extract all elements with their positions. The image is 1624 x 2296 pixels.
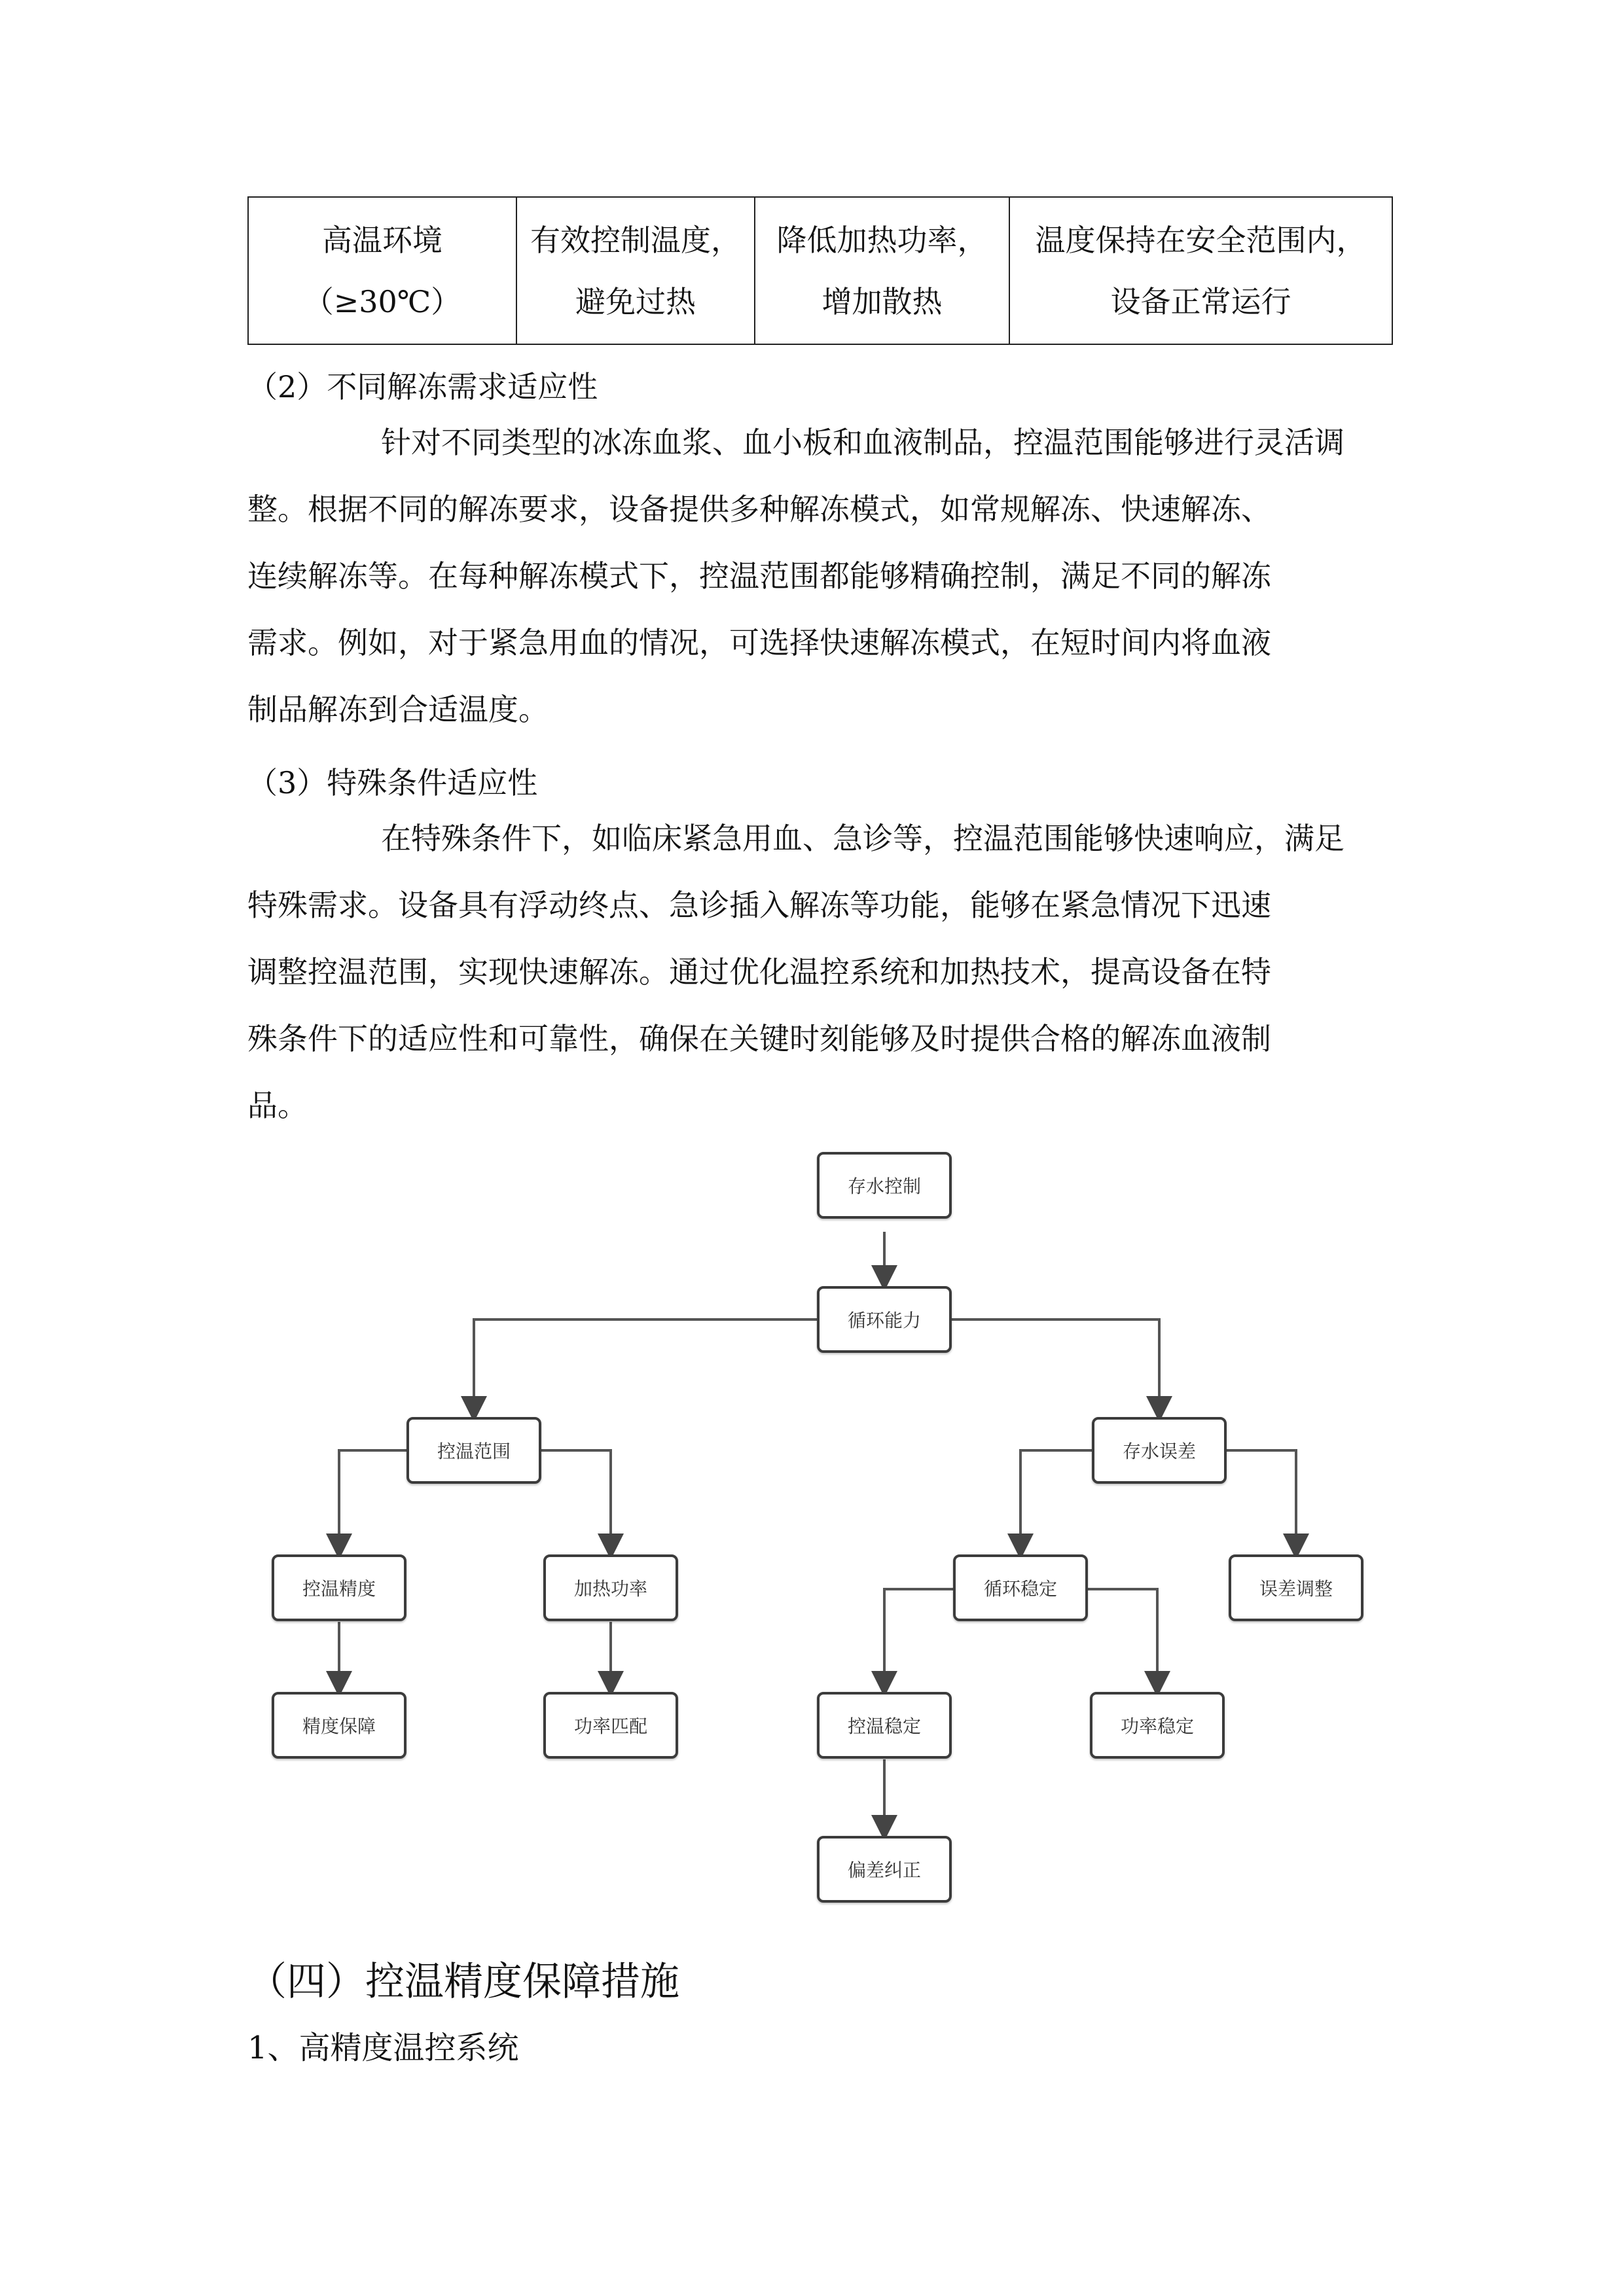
node-temp-control-precision: 控温精度 — [272, 1554, 406, 1621]
edge-n2-n4 — [952, 1319, 1159, 1417]
node-water-storage-control: 存水控制 — [817, 1152, 952, 1219]
sub-title: 1、高精度温控系统 — [247, 2030, 519, 2066]
edge-n7-n11 — [884, 1589, 953, 1692]
table-cell-environment: 高温环境 （≥30℃） — [248, 197, 516, 344]
edge-n3-n6 — [541, 1450, 611, 1554]
section-2-heading: （2）不同解冻需求适应性 — [247, 369, 598, 404]
section-2-paragraph: 针对不同类型的冰冻血浆、血小板和血液制品，控温范围能够进行灵活调 整。根据不同的解冻要求，设备提供多种解冻模式，如常规解冻、快速解冻、 连续解冻等。在每种解冻模式下，控温范围都能够精确控制，满足不同的解冻 需求。例如，对于紧急用血的情况，可选择快速解冻模式，在短时间内将血液 制品解冻到合适温度。 — [247, 425, 1344, 727]
condition-table — [247, 196, 1393, 345]
table-row — [248, 197, 1392, 344]
edge-n3-n5 — [339, 1450, 406, 1554]
edge-n7-n12 — [1088, 1589, 1157, 1692]
node-precision-guarantee: 精度保障 — [272, 1692, 406, 1759]
flowchart-connectors — [247, 1126, 1392, 1937]
node-deviation-correction: 偏差纠正 — [817, 1836, 952, 1903]
node-water-storage-error: 存水误差 — [1092, 1417, 1227, 1484]
node-temp-control-stability: 控温稳定 — [817, 1692, 952, 1759]
section-3-heading: （3）特殊条件适应性 — [247, 765, 538, 800]
edge-n2-n3 — [474, 1319, 817, 1417]
node-circulation-stability: 循环稳定 — [953, 1554, 1088, 1621]
flowchart — [247, 1126, 1392, 1937]
node-power-stability: 功率稳定 — [1090, 1692, 1225, 1759]
section-3-paragraph: 在特殊条件下，如临床紧急用血、急诊等，控温范围能够快速响应，满足 特殊需求。设备具有浮动终点、急诊插入解冻等功能，能够在紧急情况下迅速 调整控温范围，实现快速解冻。通过优化温控系统和加热技术，提高设备在特 殊条件下的适应性和可靠性，确保在关键时刻能够及时提供合格的解冻血液制 品。 — [247, 821, 1344, 1123]
node-temp-control-range: 控温范围 — [406, 1417, 541, 1484]
node-heating-power: 加热功率 — [543, 1554, 678, 1621]
section-title: （四）控温精度保障措施 — [247, 1959, 679, 2005]
node-power-matching: 功率匹配 — [543, 1692, 678, 1759]
edge-n4-n8 — [1227, 1450, 1296, 1554]
table-cell-measure: 降低加热功率， 增加散热 — [755, 197, 1009, 344]
node-error-adjustment: 误差调整 — [1229, 1554, 1363, 1621]
table-cell-result: 温度保持在安全范围内， 设备正常运行 — [1009, 197, 1392, 344]
node-circulation-capacity: 循环能力 — [817, 1286, 952, 1353]
table-cell-goal: 有效控制温度， 避免过热 — [516, 197, 755, 344]
edge-n4-n7 — [1020, 1450, 1092, 1554]
